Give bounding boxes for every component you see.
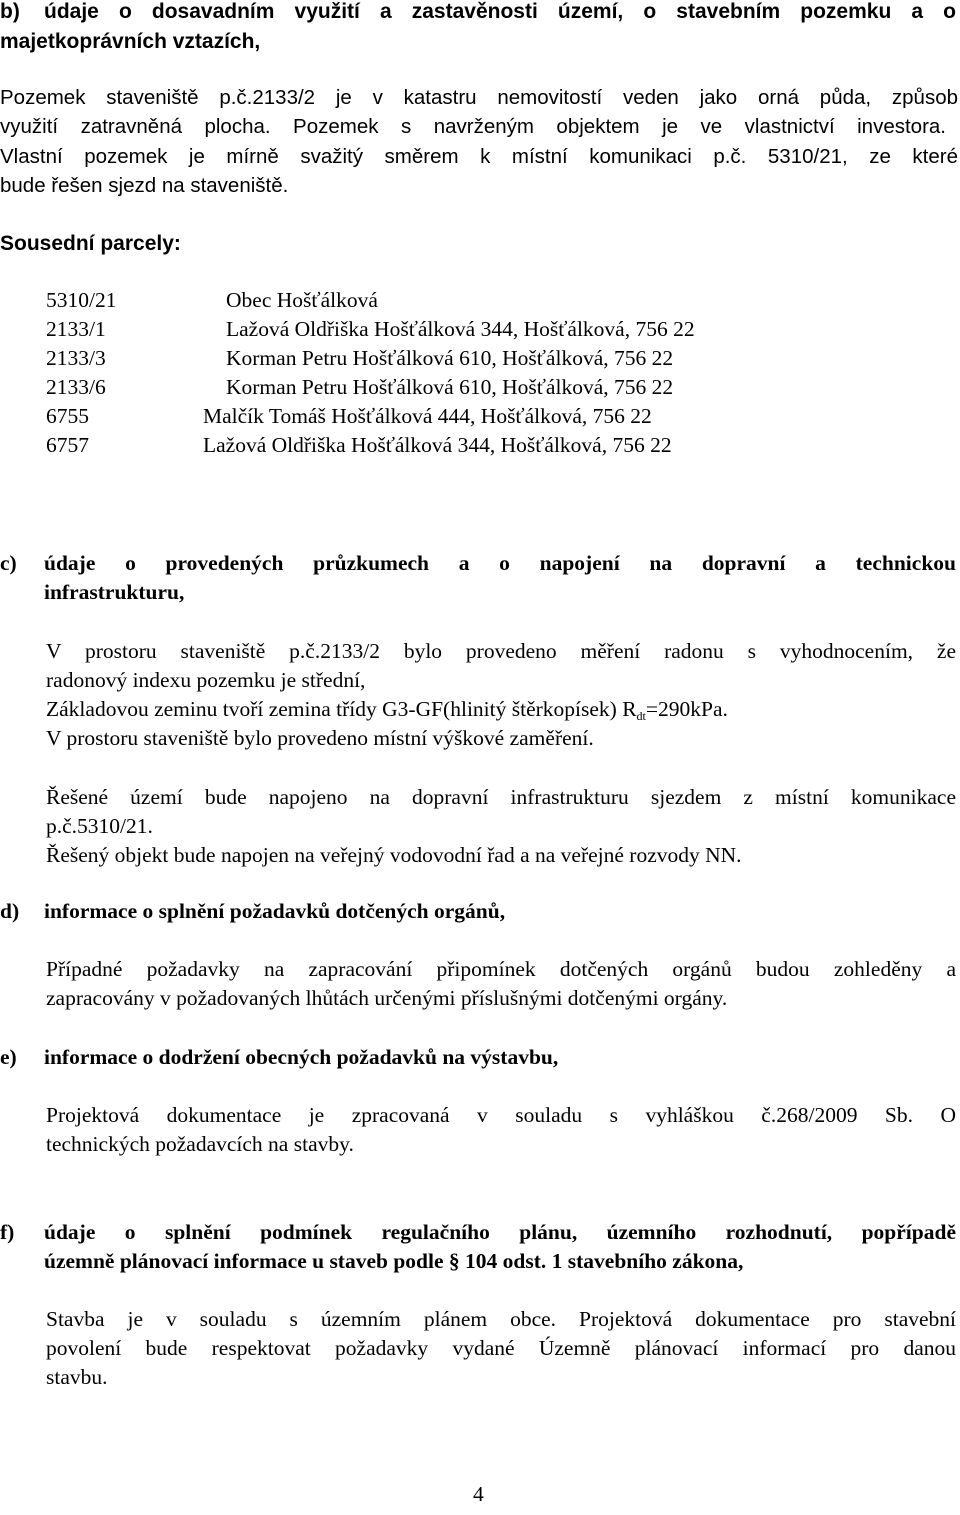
section-b-para-line-4: bude řešen sjezd na staveniště. (0, 174, 289, 197)
section-c-para-1-line-4: V prostoru staveniště bylo provedeno místní výškové zaměření. (46, 726, 594, 750)
page-number: 4 (473, 1482, 484, 1506)
parcel-number: 6755 (46, 404, 89, 428)
parcel-number: 2133/6 (46, 375, 106, 399)
section-c-para-1-line-1: V prostoru staveniště p.č.2133/2 bylo provedeno měření radonu s vyhodnocením, že (46, 639, 956, 663)
parcel-owner: Korman Petru Hošťálková 610, Hošťálková, 756 22 (226, 375, 674, 399)
section-b-marker: b) (0, 0, 20, 23)
parcel-owner: Lažová Oldřiška Hošťálková 344, Hošťálková, 756 22 (226, 317, 695, 341)
parcel-number: 6757 (46, 433, 89, 457)
section-f-heading-line-2: územně plánovací informace u staveb podle § 104 odst. 1 stavebního zákona, (44, 1249, 744, 1273)
section-c-marker: c) (0, 551, 17, 575)
section-c-soil-text: Základovou zeminu tvoří zemina třídy G3-GF(hlinitý štěrkopísek) R (46, 697, 637, 721)
section-c-subscript: dt (636, 709, 646, 723)
section-c-soil-value: =290kPa. (645, 697, 728, 721)
section-b-heading (0, 0, 960, 60)
section-b-para-line-3: Vlastní pozemek je mírně svažitý směrem k místní komunikaci p.č. 5310/21, ze které (0, 145, 958, 168)
section-c-para-2-line-1: Řešené území bude napojeno na dopravní infrastrukturu sjezdem z místní komunikace (46, 785, 956, 809)
section-e-heading (0, 1045, 960, 1075)
section-c-heading-line-1: údaje o provedených průzkumech a o napojení na dopravní a technickou (44, 551, 956, 575)
neighbors-label: Sousední parcely: (0, 232, 181, 255)
parcel-number: 2133/3 (46, 346, 106, 370)
section-c-para-1-line-3 (46, 697, 728, 724)
section-f-heading-line-1: údaje o splnění podmínek regulačního plánu, územního rozhodnutí, popřípadě (44, 1220, 956, 1244)
section-c-para-2-line-3: Řešený objekt bude napojen na veřejný vodovodní řad a na veřejné rozvody NN. (46, 843, 742, 867)
section-c-para-2-line-2: p.č.5310/21. (46, 814, 153, 838)
section-c-para-1-line-2: radonový indexu pozemku je střední, (46, 668, 366, 692)
parcel-owner: Obec Hošťálková (226, 288, 378, 312)
section-f-para-line-1: Stavba je v souladu s územním plánem obce. Projektová dokumentace pro stavební (46, 1307, 956, 1331)
section-e-para-line-1: Projektová dokumentace je zpracovaná v souladu s vyhláškou č.268/2009 Sb. O (46, 1103, 956, 1127)
section-f-para-line-2: povolení bude respektovat požadavky vydané Územně plánovací informací pro danou (46, 1336, 956, 1360)
section-c-heading (0, 551, 960, 611)
parcel-owner: Malčík Tomáš Hošťálková 444, Hošťálková, 756 22 (203, 404, 652, 428)
parcel-number: 2133/1 (46, 317, 106, 341)
section-f-marker: f) (0, 1220, 15, 1244)
section-e-marker: e) (0, 1045, 17, 1069)
section-e-para-line-2: technických požadavcích na stavby. (46, 1132, 354, 1156)
section-f-para-line-3: stavbu. (46, 1365, 108, 1389)
section-f-heading (0, 1220, 960, 1280)
section-c-heading-line-2: infrastrukturu, (44, 580, 185, 604)
section-b-para-line-1: Pozemek staveniště p.č.2133/2 je v katastru nemovitostí veden jako orná půda, způsob (0, 86, 958, 109)
section-d-heading-text: informace o splnění požadavků dotčených orgánů, (44, 899, 506, 923)
section-d-para-line-2: zapracovány v požadovaných lhůtách určenými příslušnými dotčenými orgány. (46, 986, 728, 1010)
parcel-number: 5310/21 (46, 288, 117, 312)
section-b-para-line-2: využití zatravněná plocha. Pozemek s navrženým objektem je ve vlastnictví investora. (0, 115, 946, 138)
section-b-heading-line-1: údaje o dosavadním využití a zastavěnosti území, o stavebním pozemku a o (44, 0, 956, 23)
parcel-owner: Lažová Oldřiška Hošťálková 344, Hošťálková, 756 22 (203, 433, 672, 457)
section-b-heading-line-2: majetkoprávních vztazích, (0, 30, 261, 53)
section-d-heading (0, 899, 960, 929)
section-d-marker: d) (0, 899, 20, 923)
section-d-para-line-1: Případné požadavky na zapracování připomínek dotčených orgánů budou zohleděny a (46, 957, 956, 981)
parcel-owner: Korman Petru Hošťálková 610, Hošťálková, 756 22 (226, 346, 674, 370)
section-e-heading-text: informace o dodržení obecných požadavků na výstavbu, (44, 1045, 559, 1069)
